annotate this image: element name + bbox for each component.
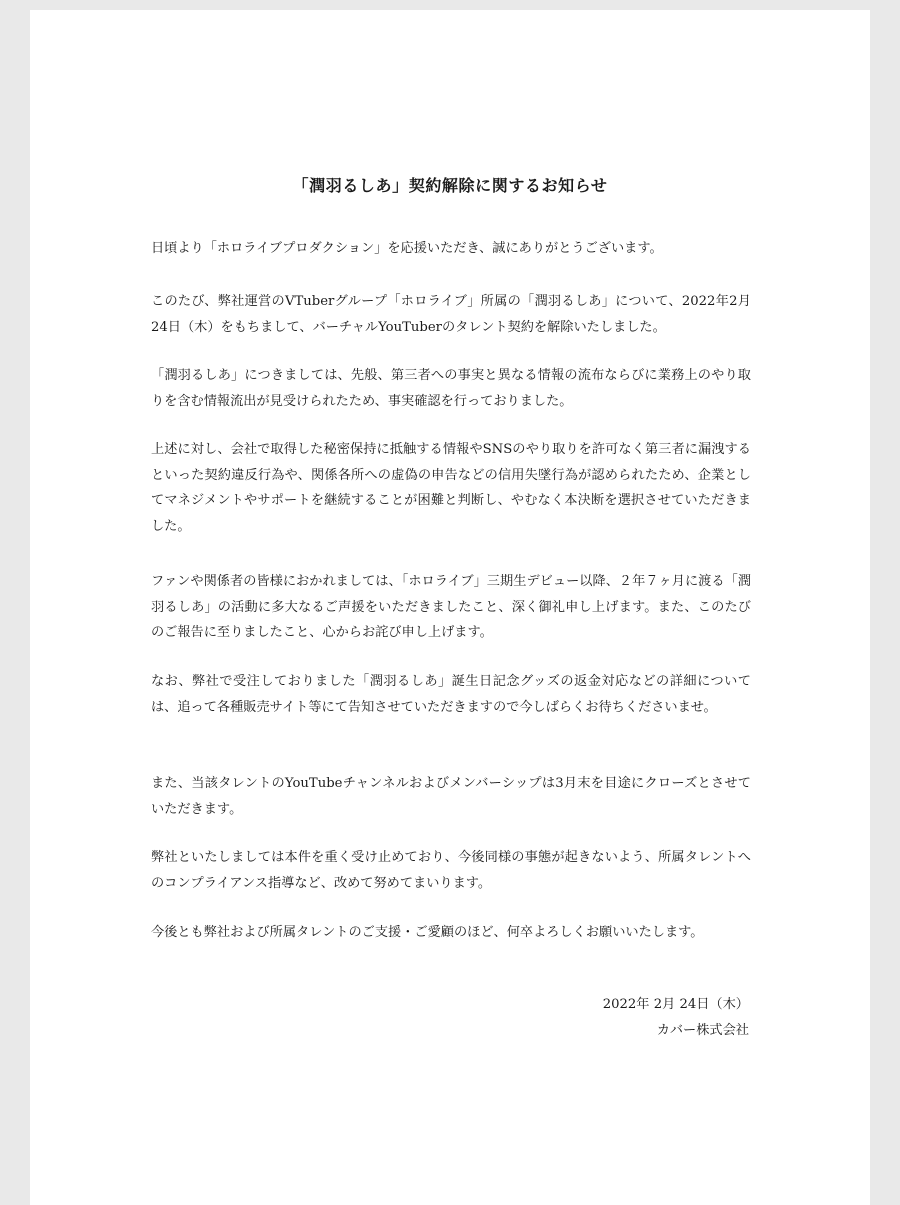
- document-title: 「潤羽るしあ」契約解除に関するお知らせ: [292, 176, 608, 195]
- company-name: カバー株式会社: [656, 1022, 749, 1038]
- paragraph-greeting: 日頃より「ホロライブプロダクション」を応援いただき、誠にありがとうございます。: [151, 241, 663, 256]
- paragraph-contract-termination: このたび、弊社運営のVTuberグループ「ホロライブ」所属の「潤羽るしあ」について、2022年2月24日（木）をもちまして、バーチャルYouTuberのタレント契約を解除いたしました。: [151, 294, 751, 335]
- paragraph-violation-details: 上述に対し、会社で取得した秘密保持に抵触する情報やSNSのやり取りを許可なく第三者に漏洩するといった契約違反行為や、関係各所への虚偽の申告などの信用失墜行為が認められたため、企業としてマネジメントやサポートを継続することが困難と判断し、やむなく本決断を選択させていただきました。: [151, 442, 751, 534]
- paragraph-fact-check: 「潤羽るしあ」につきましては、先般、第三者への事実と異なる情報の流布ならびに業務上のやり取りを含む情報流出が見受けられたため、事実確認を行っておりました。: [151, 368, 751, 409]
- paragraph-closing: 今後とも弊社および所属タレントのご支援・ご愛顧のほど、何卒よろしくお願いいたします。: [151, 925, 704, 940]
- signature-block: [603, 992, 749, 1043]
- paragraph-compliance: 弊社といたしましては本件を重く受け止めており、今後同様の事態が起きないよう、所属タレントへのコンプライアンス指導など、改めて努めてまいります。: [151, 850, 751, 891]
- document-date: 2022年 2月 24日（木）: [602, 997, 749, 1012]
- paragraph-thanks-apology: ファンや関係者の皆様におかれましては、「ホロライブ」三期生デビュー以降、２年７ヶ月に渡る「潤羽るしあ」の活動に多大なるご声援をいただきましたこと、深く御礼申し上げます。また、このたびのご報告に至りましたこと、心からお詫び申し上げます。: [151, 574, 751, 640]
- paragraph-merch-refund: なお、弊社で受注しておりました「潤羽るしあ」誕生日記念グッズの返金対応などの詳細については、追って各種販売サイト等にて告知させていただきますので今しばらくお待ちくださいませ。: [151, 674, 751, 715]
- document-page: [30, 10, 870, 1205]
- paragraph-channel-closure: また、当該タレントのYouTubeチャンネルおよびメンバーシップは3月末を目途にクローズとさせていただきます。: [151, 776, 751, 817]
